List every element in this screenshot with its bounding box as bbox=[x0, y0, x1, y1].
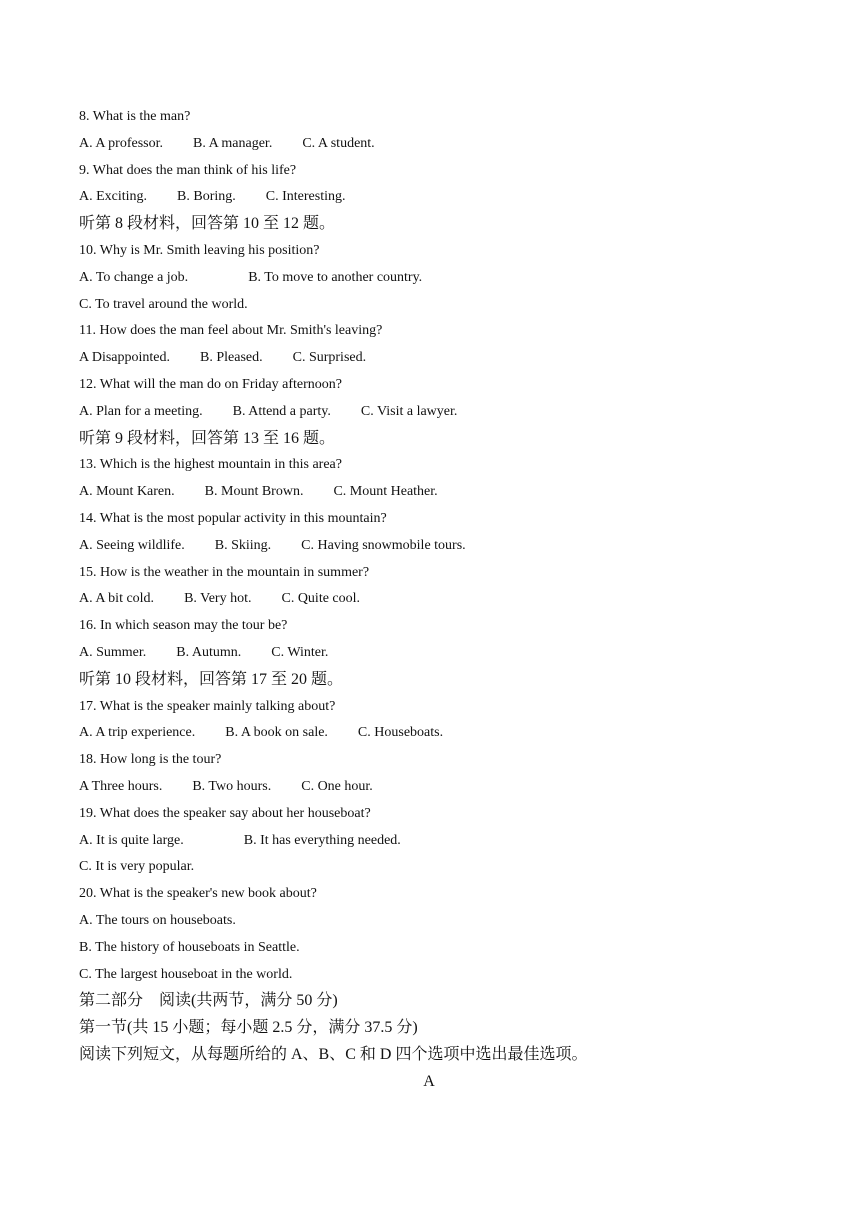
answer-option: A Disappointed. bbox=[79, 350, 170, 366]
section-instruction: 听第 9 段材料，回答第 13 至 16 题。 bbox=[79, 429, 336, 447]
question-line: C. The largest houseboat in the world. bbox=[79, 966, 293, 982]
answer-option: C. Interesting. bbox=[265, 189, 346, 205]
answer-option: A. Exciting. bbox=[79, 189, 148, 205]
question-line: C. It is very popular. bbox=[79, 859, 195, 875]
section-instruction: 听第 10 段材料，回答第 17 至 20 题。 bbox=[79, 670, 344, 688]
answer-option: B. Boring. bbox=[177, 189, 236, 205]
exam-page bbox=[79, 104, 779, 1095]
question-line: C. To travel around the world. bbox=[79, 296, 248, 312]
question-line: 11. How does the man feel about Mr. Smith's leaving? bbox=[79, 323, 383, 339]
answer-option: B. It has everything needed. bbox=[243, 832, 401, 848]
section-instruction: 听第 8 段材料，回答第 10 至 12 题。 bbox=[79, 215, 336, 233]
answer-option: B. A manager. bbox=[193, 135, 273, 151]
question-line: 16. In which season may the tour be? bbox=[79, 618, 288, 634]
answer-option: B. A book on sale. bbox=[225, 725, 328, 741]
answer-option: C. Visit a lawyer. bbox=[360, 403, 458, 419]
options-line bbox=[79, 399, 779, 426]
answer-option: C. Quite cool. bbox=[281, 591, 361, 607]
question-line: 18. How long is the tour? bbox=[79, 752, 222, 768]
question-line: 12. What will the man do on Friday afternoon? bbox=[79, 376, 342, 392]
answer-option: B. To move to another country. bbox=[248, 269, 423, 285]
options-line bbox=[79, 586, 779, 613]
question-line: 14. What is the most popular activity in this mountain? bbox=[79, 510, 387, 526]
question-line: 10. Why is Mr. Smith leaving his position? bbox=[79, 242, 320, 258]
question-line: A. The tours on houseboats. bbox=[79, 912, 236, 928]
answer-option: C. A student. bbox=[302, 135, 375, 151]
answer-option: C. Winter. bbox=[271, 644, 329, 660]
answer-option: A. Plan for a meeting. bbox=[79, 403, 203, 419]
answer-option: A. To change a job. bbox=[79, 269, 189, 285]
answer-option: A. Mount Karen. bbox=[79, 484, 175, 500]
answer-option: A. Seeing wildlife. bbox=[79, 537, 185, 553]
answer-option: B. Two hours. bbox=[192, 778, 272, 794]
answer-option: C. One hour. bbox=[301, 778, 373, 794]
answer-option: B. Autumn. bbox=[176, 644, 242, 660]
options-line bbox=[79, 265, 779, 292]
answer-option: C. Having snowmobile tours. bbox=[301, 537, 466, 553]
section-instruction: 第一节(共 15 小题；每小题 2.5 分，满分 37.5 分) bbox=[79, 1019, 418, 1037]
question-line: 19. What does the speaker say about her houseboat? bbox=[79, 805, 371, 821]
options-line bbox=[79, 479, 779, 506]
section-instruction: 阅读下列短文，从每题所给的 A、B、C 和 D 四个选项中选出最佳选项。 bbox=[79, 1045, 588, 1063]
question-line: 8. What is the man? bbox=[79, 109, 191, 124]
options-line bbox=[79, 774, 779, 801]
options-line bbox=[79, 345, 779, 372]
question-line: 9. What does the man think of his life? bbox=[79, 162, 297, 178]
options-line bbox=[79, 640, 779, 667]
answer-option: A. Summer. bbox=[79, 644, 147, 660]
answer-option: B. Skiing. bbox=[214, 537, 272, 553]
answer-option: B. Attend a party. bbox=[232, 403, 331, 419]
answer-option: A. It is quite large. bbox=[79, 832, 184, 848]
options-line bbox=[79, 533, 779, 560]
passage-heading: A bbox=[423, 1072, 435, 1090]
answer-option: B. Very hot. bbox=[184, 591, 252, 607]
answer-option: B. Mount Brown. bbox=[204, 484, 304, 500]
options-line bbox=[79, 184, 779, 211]
answer-option: C. Mount Heather. bbox=[333, 484, 438, 500]
answer-option: C. Houseboats. bbox=[357, 725, 444, 741]
answer-option: A. A trip experience. bbox=[79, 725, 196, 741]
answer-option: B. Pleased. bbox=[200, 350, 263, 366]
answer-option: A. A bit cold. bbox=[79, 591, 155, 607]
answer-option: C. Surprised. bbox=[292, 350, 367, 366]
section-instruction: 第二部分 阅读(共两节，满分 50 分) bbox=[79, 992, 338, 1010]
answer-option: A Three hours. bbox=[79, 778, 163, 794]
question-line: 13. Which is the highest mountain in this area? bbox=[79, 457, 342, 473]
question-line: 20. What is the speaker's new book about? bbox=[79, 886, 317, 902]
options-line bbox=[79, 828, 779, 855]
options-line bbox=[79, 131, 779, 158]
question-line: B. The history of houseboats in Seattle. bbox=[79, 939, 300, 955]
question-line: 17. What is the speaker mainly talking about? bbox=[79, 698, 336, 714]
options-line bbox=[79, 720, 779, 747]
question-line: 15. How is the weather in the mountain in summer? bbox=[79, 564, 370, 580]
answer-option: A. A professor. bbox=[79, 135, 163, 151]
